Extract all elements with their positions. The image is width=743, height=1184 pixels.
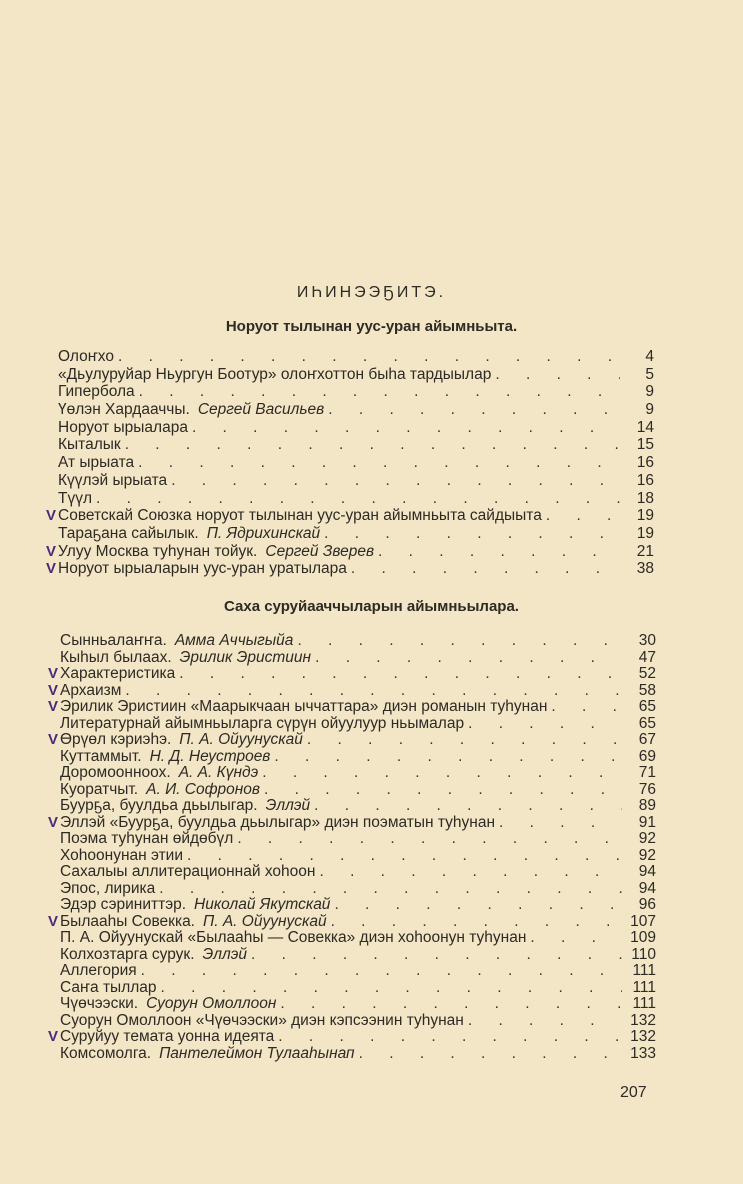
dot-leader: [551, 698, 622, 716]
toc-entry: [58, 454, 654, 472]
entry-title: Сынньалаҥҥа.: [60, 632, 167, 649]
entry-page: 109: [630, 929, 656, 946]
dot-leader: [278, 1028, 622, 1046]
entry-title: Кыталык: [58, 436, 121, 454]
entry-page: 65: [638, 698, 656, 715]
entry-title: Норуот ырыалара: [58, 418, 188, 436]
entry-author: П. А. Ойуунускай: [179, 731, 303, 748]
checkmark-icon: V: [48, 912, 59, 930]
dot-leader: [161, 979, 622, 997]
checkmark-icon: V: [46, 560, 57, 578]
entry-title: Гипербола: [58, 383, 135, 401]
dot-leader: [297, 632, 622, 650]
entry-page: 16: [636, 454, 654, 472]
entry-author: П. Ядрихинскай: [206, 524, 321, 542]
entry-title: Хоһоонунан этии: [60, 846, 183, 864]
entry-page: 111: [632, 978, 656, 996]
toc-entry: [58, 401, 654, 419]
dot-leader: [264, 781, 622, 799]
entry-page: 89: [638, 797, 656, 814]
toc-entry: [48, 731, 656, 748]
toc-entry: [60, 995, 656, 1012]
toc-entry: [60, 781, 656, 798]
entry-title: Эдэр сэриниттэр.: [60, 896, 187, 913]
entry-page: 21: [636, 542, 654, 560]
checkmark-icon: V: [48, 665, 59, 682]
toc-entry: [46, 560, 654, 578]
dot-leader: [171, 472, 620, 490]
dot-leader: [324, 525, 620, 543]
entry-title: Эллэй «Буурҕа, буулдьа дьылыгар» диэн поэматын туһунан: [60, 813, 496, 831]
entry-title: Поэма туһунан өйдөбүл: [60, 830, 234, 847]
entry-title: Түүл: [58, 489, 93, 507]
entry-page: 71: [638, 764, 656, 781]
dot-leader: [262, 764, 622, 782]
entry-page: 107: [630, 912, 656, 930]
section-heading-writers: Саха суруйааччыларын айымньылара.: [224, 598, 519, 615]
entry-title: Тараҕана сайылык.: [58, 524, 199, 542]
checkmark-icon: V: [48, 731, 59, 748]
entry-title: Үөлэн Хардааччы.: [58, 401, 190, 419]
entry-title: Характеристика: [60, 665, 176, 682]
dot-leader: [328, 401, 620, 419]
dot-leader: [468, 715, 622, 733]
toc-entry: [46, 507, 654, 525]
entry-title: Эрилик Эристиин «Маарыкчаан ыччаттара» диэн романын туһунан: [60, 698, 548, 715]
entry-title: «Дьулуруйар Ньургун Боотур» олоҥхоттон быһа тардыылар: [58, 365, 492, 383]
dot-leader: [378, 543, 620, 561]
dot-leader: [319, 863, 622, 881]
entry-author: Эллэй: [202, 945, 247, 963]
toc-entry: [60, 748, 656, 765]
dot-leader: [187, 847, 622, 865]
entry-page: 4: [645, 348, 654, 365]
entry-page: 18: [636, 489, 654, 507]
entry-page: 110: [631, 945, 656, 963]
toc-entry: [60, 764, 656, 781]
entry-title: Кыһыл былаах.: [60, 648, 172, 666]
dot-leader: [139, 383, 620, 401]
toc-section-folk: [46, 348, 654, 578]
entry-page: 65: [638, 714, 656, 732]
entry-page: 58: [638, 681, 656, 699]
toc-entry: [58, 419, 654, 437]
entry-page: 19: [636, 507, 654, 525]
dot-leader: [237, 830, 622, 848]
toc-entry: [60, 962, 656, 979]
dot-leader: [141, 962, 622, 980]
dot-leader: [315, 649, 622, 667]
entry-author: Н. Д. Неустроев: [149, 747, 271, 765]
dot-leader: [138, 454, 620, 472]
entry-title: Колхозтарга сурук.: [60, 945, 195, 963]
dot-leader: [179, 665, 622, 683]
dot-leader: [118, 348, 620, 366]
entry-page: 67: [638, 731, 656, 748]
toc-entry: [58, 383, 654, 401]
toc-entry: [58, 490, 654, 508]
toc-entry: [58, 348, 654, 366]
entry-author: Эрилик Эристиин: [179, 648, 312, 666]
entry-page: 133: [630, 1044, 656, 1062]
entry-author: А. А. Күндэ: [178, 764, 259, 781]
entry-page: 47: [638, 648, 656, 666]
entry-page: 92: [638, 846, 656, 864]
toc-entry: [60, 847, 656, 864]
entry-title: Эпос, лирика: [60, 879, 156, 897]
entry-author: Пантелеймон Тулааһынап: [159, 1044, 355, 1062]
entry-title: Сахалыы аллитерационнай хоһоон: [60, 863, 316, 880]
dot-leader: [307, 731, 622, 749]
dot-leader: [314, 797, 622, 815]
dot-leader: [546, 507, 620, 525]
entry-page: 111: [632, 995, 656, 1012]
toc-entry: [58, 472, 654, 490]
toc-entry: [48, 698, 656, 715]
dot-leader: [495, 366, 620, 384]
entry-title: Суруйуу темата уонна идеята: [60, 1028, 275, 1045]
entry-page: 132: [630, 1028, 656, 1045]
checkmark-icon: V: [48, 813, 59, 831]
dot-leader: [125, 436, 620, 454]
entry-title: Аллегория: [60, 962, 137, 979]
dot-leader: [359, 1045, 622, 1063]
entry-page: 5: [645, 365, 654, 383]
toc-entry: [60, 1012, 656, 1029]
entry-title: Советскай Союзка норуот тылынан уус-уран айымньыта сайдыыта: [58, 507, 542, 525]
dot-leader: [96, 490, 620, 508]
entry-page: 132: [630, 1011, 656, 1029]
toc-entry: [48, 665, 656, 682]
entry-author: Эллэй: [265, 797, 311, 814]
entry-title: Комсомолга.: [60, 1044, 152, 1062]
entry-title: П. А. Ойуунускай «Былааһы — Совекка» диэн хоһоонун туһунан: [60, 929, 527, 946]
dot-leader: [334, 896, 622, 914]
toc-entry: [60, 946, 656, 963]
checkmark-icon: V: [48, 681, 59, 699]
entry-title: Куттаммыт.: [60, 747, 142, 765]
page-title: ИҺИНЭЭҔИТЭ.: [296, 284, 447, 301]
entry-title: Буурҕа, буулдьа дьылыгар.: [60, 797, 258, 814]
entry-author: Амма Аччыгыйа: [174, 632, 294, 649]
toc-entry: [58, 366, 654, 384]
entry-page: 19: [636, 524, 654, 542]
entry-title: Норуот ырыаларын уус-уран уратылара: [58, 560, 347, 578]
entry-page: 15: [636, 436, 654, 454]
entry-title: Литературнай айымньыларга сүрүн ойуулуур ньымалар: [60, 714, 465, 732]
toc-entry: [48, 813, 656, 831]
toc-entry: [60, 715, 656, 732]
toc-entry: [48, 681, 656, 699]
toc-entry: [60, 649, 656, 666]
toc-entry: [60, 979, 656, 996]
entry-title: Өрүөл кэриэһэ.: [60, 731, 172, 748]
entry-page: 76: [638, 780, 656, 798]
entry-page: 96: [638, 896, 656, 913]
toc-entry: [60, 880, 656, 897]
checkmark-icon: V: [48, 1028, 59, 1045]
dot-leader: [192, 419, 620, 437]
toc-entry: [46, 542, 654, 561]
toc-entry: [58, 436, 654, 454]
toc-entry: [58, 525, 654, 543]
entry-author: Суорун Омоллоон: [146, 995, 277, 1012]
entry-page: 30: [638, 632, 656, 649]
toc-entry: [60, 896, 656, 913]
toc-entry: [60, 632, 656, 649]
entry-title: Ат ырыата: [58, 454, 135, 472]
entry-title: Олоҥхо: [58, 348, 114, 365]
toc-section-writers: [48, 632, 656, 1062]
dot-leader: [331, 913, 622, 931]
dot-leader: [125, 682, 622, 700]
page-number: 207: [620, 1084, 647, 1101]
dot-leader: [468, 1012, 622, 1030]
entry-page: 94: [638, 879, 656, 897]
entry-author: Сергей Зверев: [265, 542, 375, 560]
entry-page: 91: [638, 813, 656, 831]
entry-author: А. И. Софронов: [146, 780, 261, 798]
toc-entry: [48, 912, 656, 930]
toc-entry: [48, 1028, 656, 1045]
entry-page: 52: [638, 665, 656, 682]
entry-title: Архаизм: [60, 681, 122, 699]
entry-page: 69: [638, 747, 656, 765]
entry-page: 14: [636, 418, 654, 436]
toc-entry: [60, 797, 656, 814]
toc-entry: [60, 830, 656, 847]
entry-page: 94: [638, 863, 656, 880]
entry-page: 38: [636, 560, 654, 578]
entry-title: Чүөчээски.: [60, 995, 139, 1012]
dot-leader: [530, 929, 622, 947]
entry-title: Былааһы Совекка.: [60, 912, 195, 930]
entry-title: Саҥа тыллар: [60, 978, 157, 996]
checkmark-icon: V: [46, 507, 57, 525]
entry-page: 9: [645, 383, 654, 401]
entry-title: Улуу Москва туһунан тойук.: [58, 542, 258, 560]
entry-title: Күүлэй ырыата: [58, 471, 168, 489]
checkmark-icon: V: [48, 698, 59, 715]
entry-page: 16: [636, 471, 654, 489]
entry-author: П. А. Ойуунускай: [203, 912, 327, 930]
entry-title: Доромоонноох.: [60, 764, 171, 781]
toc-entry: [60, 863, 656, 880]
dot-leader: [351, 560, 620, 578]
dot-leader: [274, 748, 622, 766]
toc-entry: [60, 929, 656, 946]
entry-page: 9: [645, 401, 654, 419]
dot-leader: [251, 946, 622, 964]
entry-title: Куоратчыт.: [60, 780, 139, 798]
dot-leader: [159, 880, 622, 898]
dot-leader: [499, 814, 622, 832]
dot-leader: [280, 995, 622, 1013]
checkmark-icon: V: [46, 542, 57, 560]
entry-author: Николай Якутскай: [194, 896, 331, 913]
toc-entry: [60, 1045, 656, 1062]
entry-author: Сергей Васильев: [197, 401, 325, 419]
entry-page: 111: [632, 962, 656, 979]
entry-page: 92: [638, 830, 656, 847]
entry-title: Суорун Омоллоон «Чүөчээски» диэн кэпсээнин туһунан: [60, 1011, 464, 1029]
section-heading-folk: Норуот тылынан уус-уран айымньыта.: [225, 318, 518, 335]
